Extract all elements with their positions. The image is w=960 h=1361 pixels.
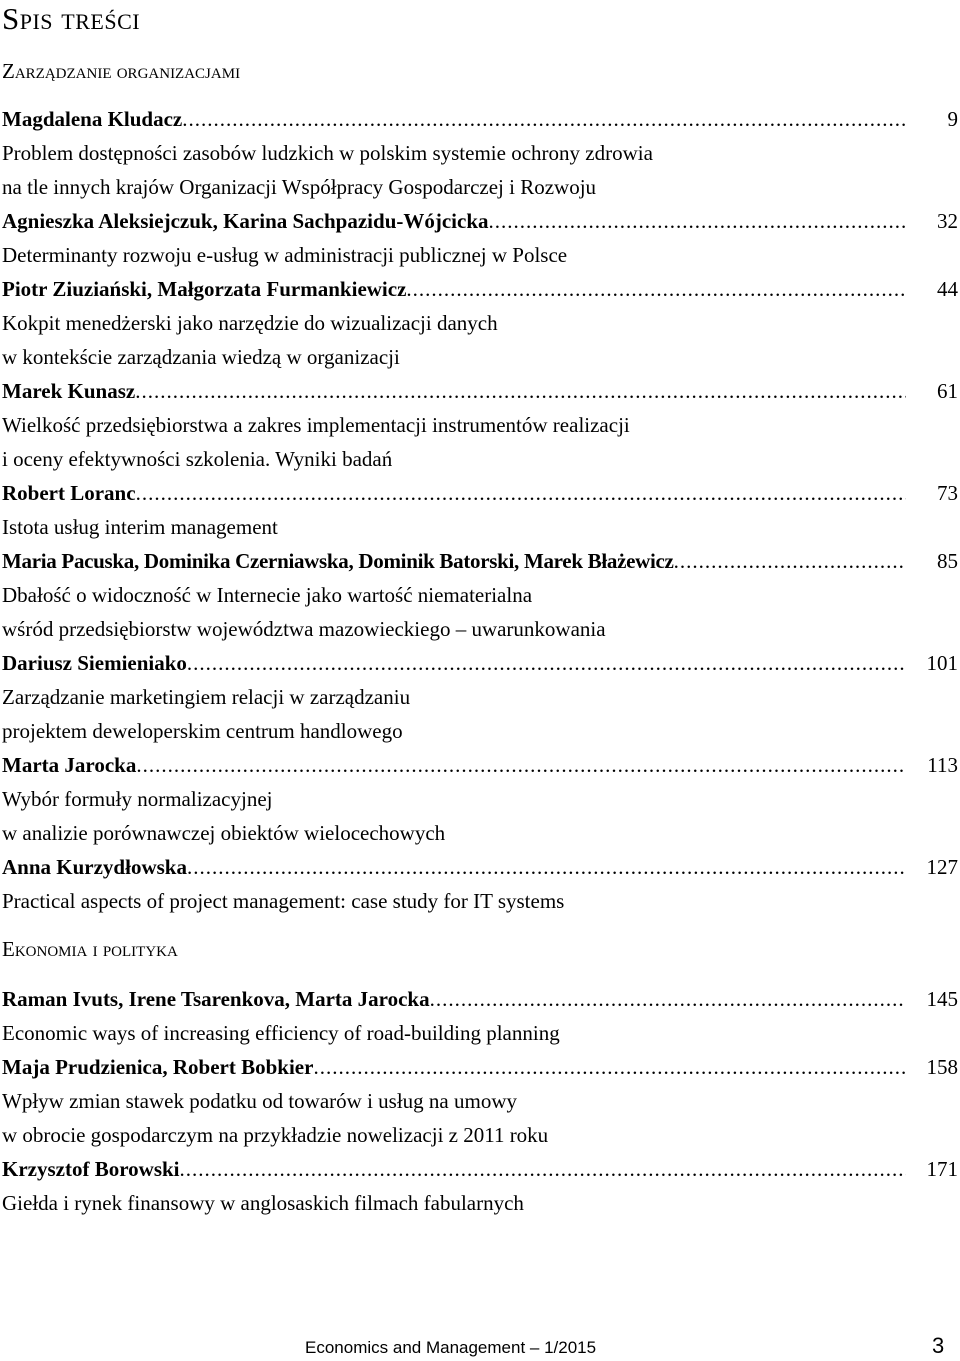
- toc-entry-author-line[interactable]: [2, 374, 958, 408]
- toc-entry-title-line: w kontekście zarządzania wiedzą w organizacji: [2, 345, 400, 369]
- toc-entry-author-line[interactable]: [2, 850, 958, 884]
- toc-entry-page: 113: [927, 753, 958, 777]
- toc-entry-page: 145: [926, 987, 958, 1011]
- toc-entry-title-line: Istota usług interim management: [2, 515, 278, 539]
- footer-page-number: 3: [932, 1333, 945, 1358]
- toc-entry-author: Piotr Ziuziański, Małgorzata Furmankiewicz: [2, 277, 407, 301]
- toc-entry-page: 158: [926, 1055, 958, 1079]
- toc-entry-title-line: Determinanty rozwoju e-usług w administracji publicznej w Polsce: [2, 243, 568, 267]
- dot-leader: [180, 1152, 906, 1186]
- dot-leader: [313, 1050, 906, 1084]
- toc-entry-page: 9: [947, 107, 958, 131]
- section-heading: Ekonomia i polityka: [2, 937, 178, 961]
- dot-leader: [135, 374, 906, 408]
- toc-entry-title-line: w analizie porównawczej obiektów wielocechowych: [2, 821, 446, 845]
- dot-leader: [489, 204, 906, 238]
- dot-leader: [136, 748, 906, 782]
- toc-entry-page: 61: [937, 379, 958, 403]
- toc-entry-author-line[interactable]: [2, 102, 958, 136]
- toc-entry-author: Magdalena Kludacz: [2, 107, 183, 131]
- toc-entry-author-line[interactable]: [2, 544, 958, 578]
- toc-entry-page: 44: [937, 277, 958, 301]
- toc-entry-author: Raman Ivuts, Irene Tsarenkova, Marta Jarocka: [2, 987, 430, 1011]
- toc-entry-author: Agnieszka Aleksiejczuk, Karina Sachpazidu-Wójcicka: [2, 209, 489, 233]
- toc-entry-author: Dariusz Siemieniako: [2, 651, 187, 675]
- toc-entry-author-line[interactable]: [2, 1152, 958, 1186]
- dot-leader: [674, 544, 906, 578]
- toc-entry-title-line: Economic ways of increasing efficiency of road-building planning: [2, 1021, 560, 1045]
- toc-entry-author: Marta Jarocka: [2, 753, 137, 777]
- toc-entry-page: 73: [937, 481, 958, 505]
- toc-entry-author-line[interactable]: [2, 646, 958, 680]
- toc-entry-author: Maja Prudzienica, Robert Bobkier: [2, 1055, 314, 1079]
- toc-entry-title-line: projektem deweloperskim centrum handlowego: [2, 719, 403, 743]
- toc-entry-page: 127: [926, 855, 958, 879]
- dot-leader: [187, 646, 906, 680]
- toc-entry-author-line[interactable]: [2, 204, 958, 238]
- toc-entry-author: Krzysztof Borowski: [2, 1157, 180, 1181]
- toc-entry-title-line: Problem dostępności zasobów ludzkich w polskim systemie ochrony zdrowia: [2, 141, 653, 165]
- toc-entry-title-line: na tle innych krajów Organizacji Współpracy Gospodarczej i Rozwoju: [2, 175, 597, 199]
- toc-entry-title-line: i oceny efektywności szkolenia. Wyniki badań: [2, 447, 393, 471]
- toc-entry-title-line: w obrocie gospodarczym na przykładzie nowelizacji z 2011 roku: [2, 1123, 549, 1147]
- toc-entry-title-line: Practical aspects of project management: case study for IT systems: [2, 889, 565, 913]
- toc-entry-title-line: wśród przedsiębiorstw województwa mazowieckiego – uwarunkowania: [2, 617, 606, 641]
- dot-leader: [406, 272, 906, 306]
- toc-entry-title-line: Giełda i rynek finansowy w anglosaskich filmach fabularnych: [2, 1191, 524, 1215]
- toc-entry-page: 101: [926, 651, 958, 675]
- toc-entry-page: 85: [937, 549, 958, 573]
- dot-leader: [187, 850, 906, 884]
- toc-entry-author: Robert Loranc: [2, 481, 136, 505]
- dot-leader: [430, 982, 906, 1016]
- toc-entry-title-line: Wybór formuły normalizacyjnej: [2, 787, 273, 811]
- section-heading: Zarządzanie organizacjami: [2, 59, 241, 83]
- toc-entry-author-line[interactable]: [2, 272, 958, 306]
- toc-entry-title-line: Zarządzanie marketingiem relacji w zarządzaniu: [2, 685, 411, 709]
- toc-entry-title-line: Wielkość przedsiębiorstwa a zakres implementacji instrumentów realizacji: [2, 413, 630, 437]
- toc-entry-author-line[interactable]: [2, 748, 958, 782]
- toc-entry-author-line[interactable]: [2, 982, 958, 1016]
- toc-entry-author: Maria Pacuska, Dominika Czerniawska, Dominik Batorski, Marek Błażewicz: [2, 549, 674, 573]
- toc-entry-author: Marek Kunasz: [2, 379, 136, 403]
- toc-entry-author-line[interactable]: [2, 476, 958, 510]
- dot-leader: [136, 476, 906, 510]
- toc-entry-author: Anna Kurzydłowska: [2, 855, 187, 879]
- toc-entry-page: 171: [926, 1157, 958, 1181]
- toc-entry-title-line: Kokpit menedżerski jako narzędzie do wizualizacji danych: [2, 311, 498, 335]
- footer-journal: Economics and Management – 1/2015: [305, 1338, 597, 1357]
- toc-entry-author-line[interactable]: [2, 1050, 958, 1084]
- toc-entry-title-line: Dbałość o widoczność w Internecie jako wartość niematerialna: [2, 583, 533, 607]
- toc-entry-page: 32: [937, 209, 958, 233]
- dot-leader: [182, 102, 906, 136]
- toc-entry-title-line: Wpływ zmian stawek podatku od towarów i usług na umowy: [2, 1089, 517, 1113]
- page-title: Spis treści: [2, 1, 141, 36]
